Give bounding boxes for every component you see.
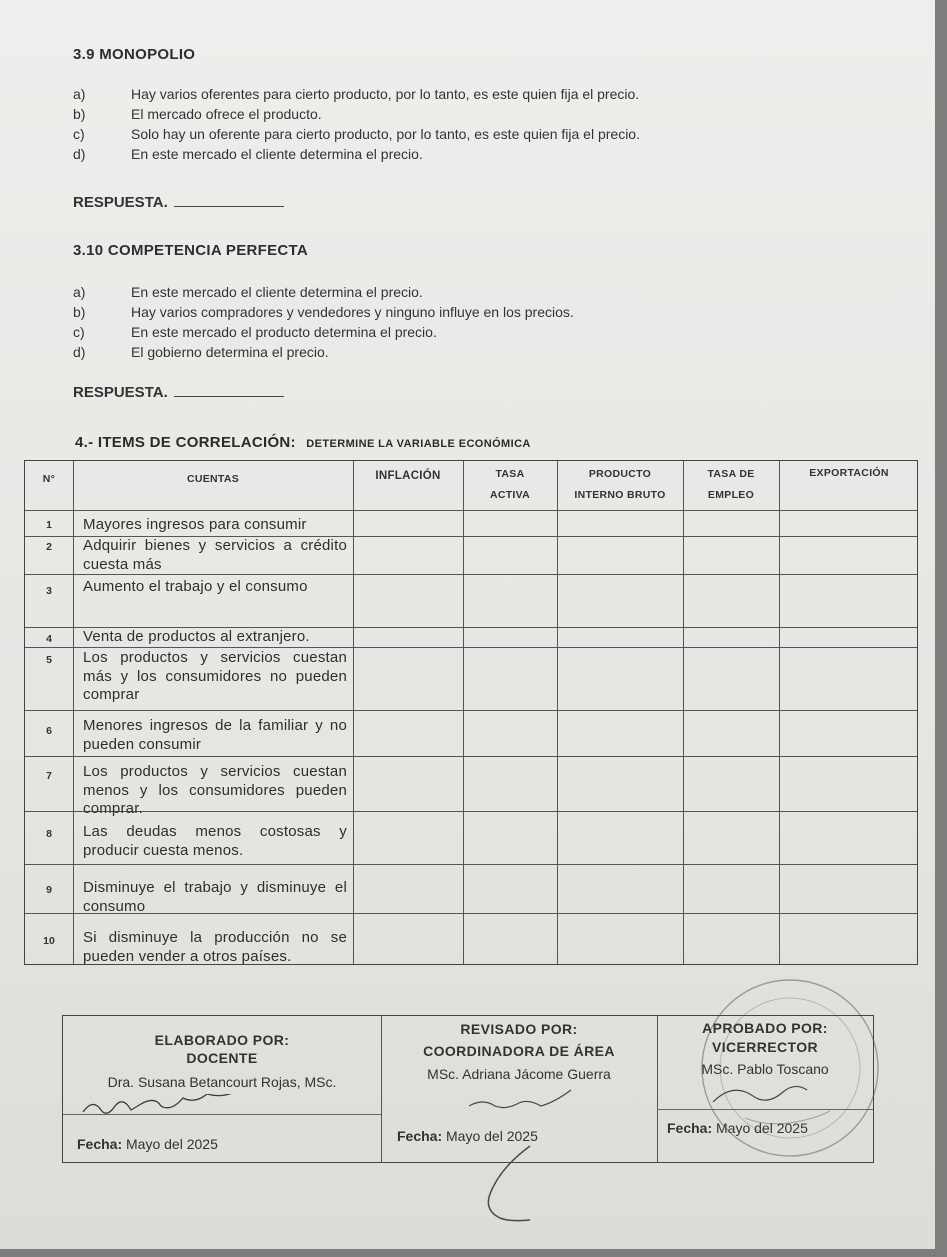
row-number: 9 (46, 884, 52, 896)
column-divider (381, 1016, 382, 1162)
option-d (73, 146, 423, 162)
option-letter: b) (73, 304, 86, 320)
signature-table (62, 1015, 874, 1163)
row-cuenta: Las deudas menos costosas y producir cuesta menos. (83, 823, 347, 859)
header-number: N° (42, 473, 56, 485)
section-title-monopolio: 3.9 MONOPOLIO (73, 46, 196, 63)
option-text: En este mercado el producto determina el precio. (131, 324, 437, 340)
header-tasa-de: TASA DE (707, 468, 755, 480)
option-letter: a) (73, 284, 86, 300)
revisado-role: COORDINADORA DE ÁREA (423, 1043, 615, 1059)
row-number: 1 (46, 519, 52, 531)
option-letter: b) (73, 106, 86, 122)
pen-stroke-icon (470, 1140, 590, 1230)
option-text: El mercado ofrece el producto. (131, 106, 322, 122)
answer-line-competencia (73, 384, 284, 401)
date-label: Fecha: (667, 1120, 713, 1136)
signature-scribble-icon (703, 1076, 843, 1110)
row-cuenta: Mayores ingresos para consumir (83, 516, 307, 533)
signature-scribble-icon (463, 1086, 603, 1116)
option-text: Hay varios oferentes para cierto producto, por lo tanto, es este quien fija el precio. (131, 86, 640, 102)
option-c (73, 324, 437, 340)
date-value: Mayo del 2025 (716, 1120, 808, 1136)
row-number: 6 (46, 725, 52, 737)
items-heading (75, 434, 531, 452)
option-b (73, 304, 574, 320)
option-text: Solo hay un oferente para cierto producto, por lo tanto, es este quien fija el precio. (131, 126, 640, 142)
elaborado-name: Dra. Susana Betancourt Rojas, MSc. (107, 1074, 337, 1090)
elaborado-date (77, 1136, 218, 1152)
row-number: 5 (46, 654, 52, 666)
row-cuenta: Si disminuye la producción no se pueden vender a otros países. (83, 929, 347, 965)
row-cuenta: Disminuye el trabajo y disminuye el consumo (83, 879, 347, 915)
header-tasa: TASA (495, 468, 525, 480)
elaborado-role: DOCENTE (186, 1050, 258, 1066)
row-number: 3 (46, 585, 52, 597)
option-d (73, 344, 329, 360)
row-cuenta: Adquirir bienes y servicios a crédito cuesta más (83, 537, 347, 573)
row-divider (25, 574, 917, 575)
option-letter: a) (73, 86, 86, 102)
option-text: En este mercado el cliente determina el precio. (131, 284, 423, 300)
option-a (73, 284, 423, 300)
option-c (73, 126, 640, 142)
answer-label: RESPUESTA. (73, 194, 168, 211)
aprobado-date (667, 1120, 808, 1136)
option-letter: d) (73, 344, 86, 360)
revisado-name: MSc. Adriana Jácome Guerra (427, 1066, 611, 1082)
signature-scribble-icon (79, 1094, 309, 1120)
row-number: 8 (46, 828, 52, 840)
row-number: 4 (46, 633, 52, 645)
aprobado-title: APROBADO POR: (702, 1020, 828, 1036)
header-exportacion: EXPORTACIÓN (809, 467, 889, 479)
row-divider (25, 864, 917, 865)
header-interno-bruto: INTERNO BRUTO (574, 489, 666, 501)
row-cuenta: Los productos y servicios cuestan más y los consumidores no pueden comprar (83, 649, 347, 703)
header-producto: PRODUCTO (588, 468, 652, 480)
option-text: El gobierno determina el precio. (131, 344, 329, 360)
option-text: En este mercado el cliente determina el precio. (131, 146, 423, 162)
section-title-competencia: 3.10 COMPETENCIA PERFECTA (73, 242, 309, 259)
date-value: Mayo del 2025 (446, 1128, 538, 1144)
option-letter: d) (73, 146, 86, 162)
header-empleo: EMPLEO (707, 489, 755, 501)
header-inflacion: INFLACIÓN (375, 470, 441, 482)
answer-blank[interactable] (174, 194, 284, 207)
answer-blank[interactable] (174, 384, 284, 397)
row-number: 2 (46, 541, 52, 553)
answer-label: RESPUESTA. (73, 384, 168, 401)
date-label: Fecha: (397, 1128, 443, 1144)
option-letter: c) (73, 126, 85, 142)
row-divider (25, 756, 917, 757)
header-cuentas: CUENTAS (186, 473, 240, 485)
option-a (73, 86, 639, 102)
row-number: 7 (46, 770, 52, 782)
date-value: Mayo del 2025 (126, 1136, 218, 1152)
row-number: 10 (43, 935, 55, 947)
items-instruction: DETERMINE LA VARIABLE ECONÓMICA (306, 438, 531, 450)
row-cuenta: Venta de productos al extranjero. (83, 628, 310, 645)
elaborado-title: ELABORADO POR: (154, 1032, 290, 1048)
answer-line-monopolio (73, 194, 284, 211)
aprobado-role: VICERRECTOR (711, 1039, 819, 1055)
aprobado-name: MSc. Pablo Toscano (701, 1061, 829, 1077)
option-letter: c) (73, 324, 85, 340)
row-cuenta: Menores ingresos de la familiar y no pueden consumir (83, 717, 347, 753)
date-label: Fecha: (77, 1136, 123, 1152)
option-b (73, 106, 322, 122)
row-cuenta: Aumento el trabajo y el consumo (83, 578, 308, 595)
option-text: Hay varios compradores y vendedores y ninguno influye en los precios. (131, 304, 574, 320)
row-divider (25, 710, 917, 711)
row-divider (25, 510, 917, 511)
header-activa: ACTIVA (489, 489, 531, 501)
column-divider (657, 1016, 658, 1162)
row-cuenta: Los productos y servicios cuestan menos y los consumidores pueden comprar. (83, 763, 347, 817)
correlation-table (24, 460, 918, 965)
revisado-title: REVISADO POR: (460, 1021, 578, 1037)
items-title: 4.- ITEMS DE CORRELACIÓN: (75, 434, 296, 451)
row-divider (25, 647, 917, 648)
